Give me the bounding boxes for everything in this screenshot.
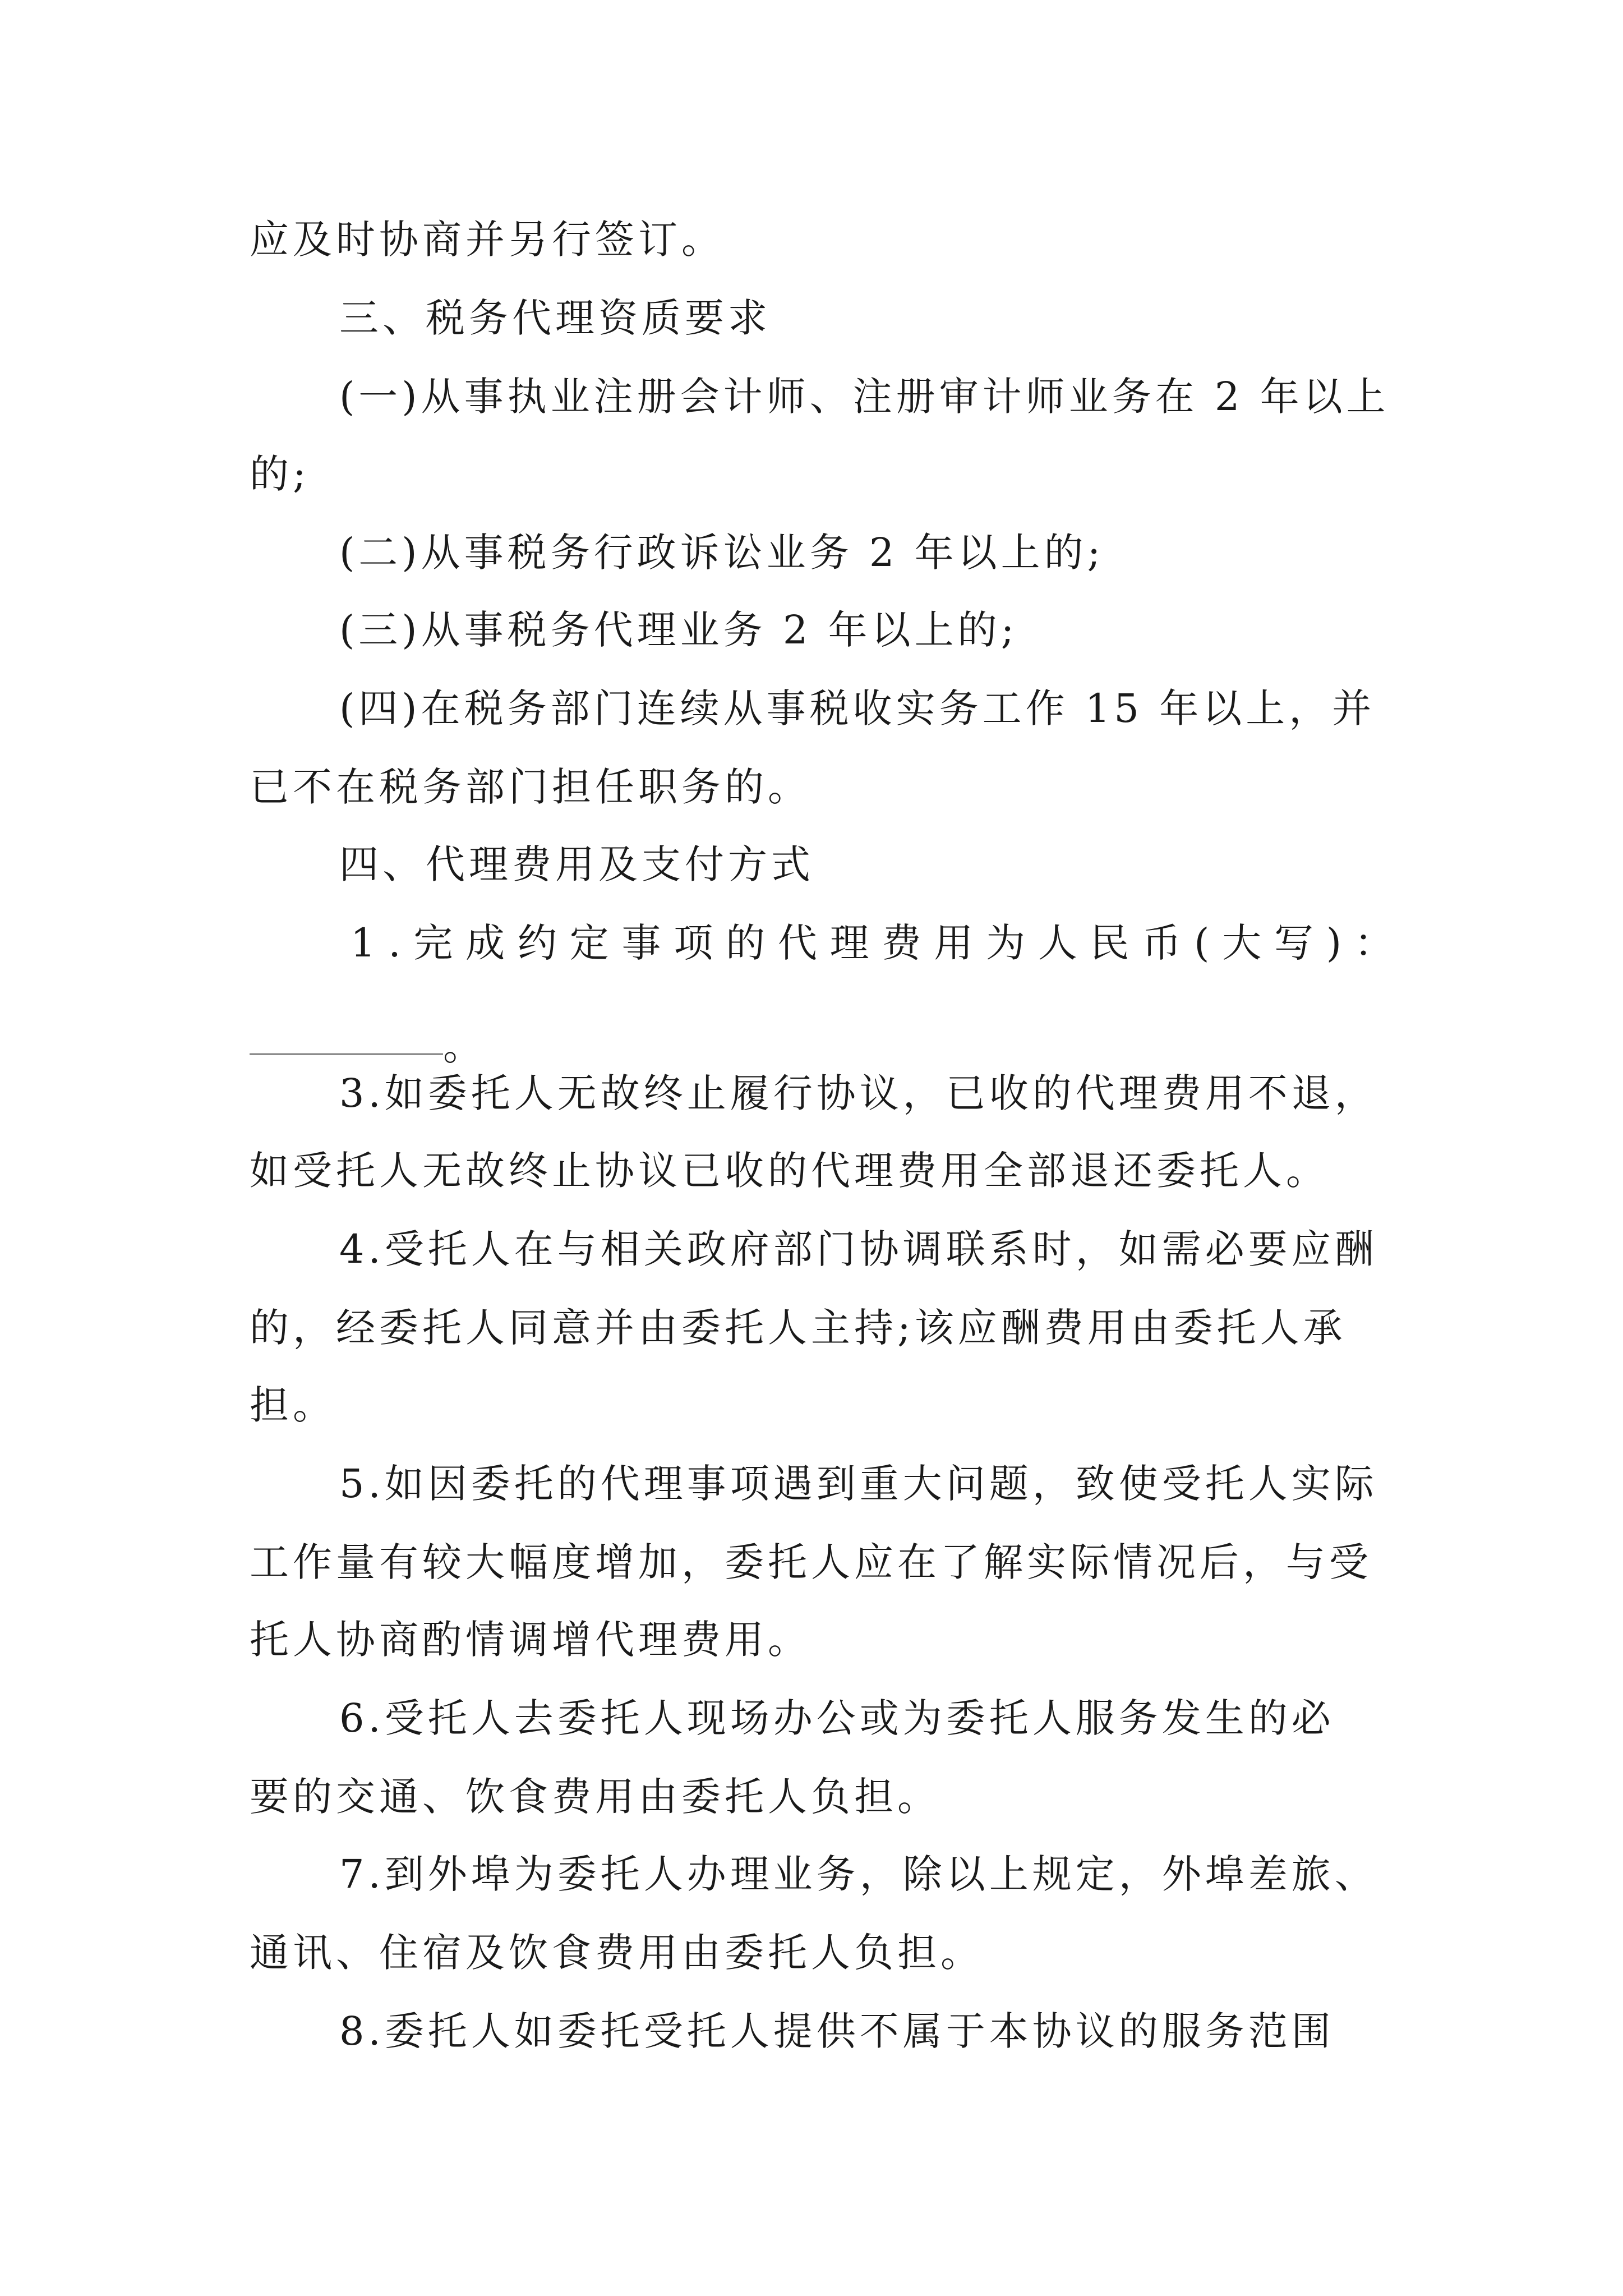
text-line: 托人协商酌情调增代理费用。 — [250, 1617, 811, 1663]
text-line: (二)从事税务行政诉讼业务 2 年以上的; — [339, 530, 1105, 576]
text-line: 3.如委托人无故终止履行协议，已收的代理费用不退， — [339, 1070, 1378, 1116]
text-line: 已不在税务部门担任职务的。 — [250, 764, 811, 810]
text-line: 担。 — [250, 1382, 336, 1428]
text-line: 8.委托人如委托受托人提供不属于本协议的服务范围 — [339, 2008, 1335, 2054]
text-line: 7.到外埠为委托人办理业务，除以上规定，外埠差旅、 — [339, 1851, 1378, 1897]
section-heading: 三、税务代理资质要求 — [339, 295, 771, 341]
text-line: 4.受托人在与相关政府部门协调联系时，如需必要应酬 — [339, 1226, 1378, 1272]
text-line: 6.受托人去委托人现场办公或为委托人服务发生的必 — [339, 1695, 1335, 1741]
text-line: (一)从事执业注册会计师、注册审计师业务在 2 年以上 — [339, 374, 1390, 420]
text-line: (三)从事税务代理业务 2 年以上的; — [339, 607, 1018, 653]
text-line: 5.如因委托的代理事项遇到重大问题，致使受托人实际 — [339, 1461, 1378, 1507]
text-line: 工作量有较大幅度增加，委托人应在了解实际情况后，与受 — [250, 1539, 1372, 1585]
text-line: 如受托人无故终止协议已收的代理费用全部退还委托人。 — [250, 1148, 1329, 1194]
text-line: 要的交通、饮食费用由委托人负担。 — [250, 1774, 940, 1820]
text-line: 的，经委托人同意并由委托人主持;该应酬费用由委托人承 — [250, 1305, 1347, 1351]
fill-in-blank — [250, 1053, 443, 1055]
section-heading: 四、代理费用及支付方式 — [339, 841, 814, 887]
text-line: 的; — [250, 451, 310, 497]
text-line: 通讯、住宿及饮食费用由委托人负担。 — [250, 1930, 984, 1976]
text-line: (四)在税务部门连续从事税收实务工作 15 年以上，并 — [339, 685, 1376, 731]
fee-amount-blank-line — [250, 1021, 586, 1071]
fee-amount-line: 1 . 完 成 约 定 事 项 的 代 理 费 用 为 人 民 币 ( 大 写 ) ： — [351, 920, 1394, 966]
text-line: 。 — [443, 1023, 482, 1069]
text-line: 应及时协商并另行签订。 — [250, 217, 725, 263]
